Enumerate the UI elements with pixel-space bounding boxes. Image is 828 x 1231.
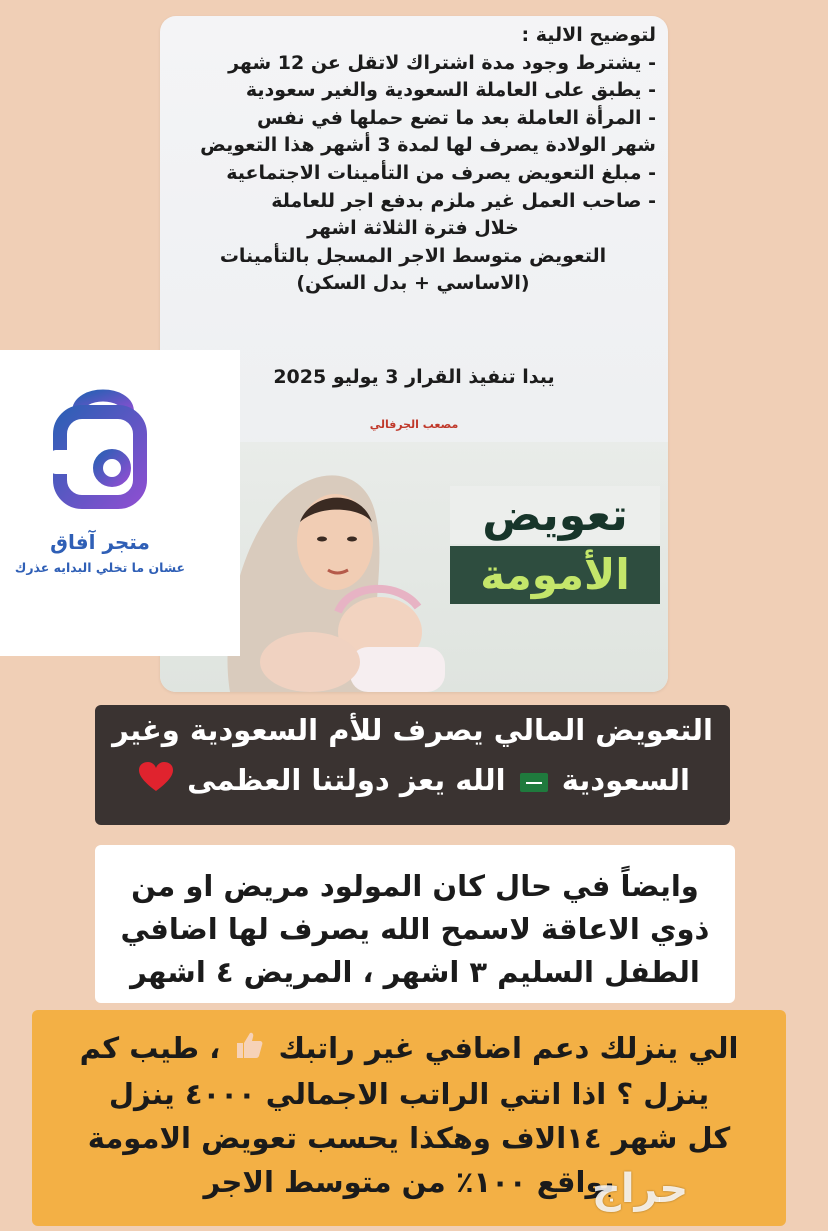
poster-line: التعويض متوسط الاجر المسجل بالتأمينات bbox=[219, 244, 607, 267]
author-name: مصعب الجرفالي bbox=[369, 418, 459, 431]
caption-line: بواقع ١٠٠٪ من متوسط الاجر bbox=[203, 1165, 615, 1199]
poster-line: لتوضيح الالية : bbox=[521, 24, 656, 46]
bag-logo-icon bbox=[0, 350, 240, 656]
poster-line: - يشترط وجود مدة اشتراك لاتقل عن 12 شهر bbox=[228, 51, 656, 74]
brand-title-line1: تعويض bbox=[450, 486, 660, 544]
caption-text: السعودية bbox=[561, 763, 690, 797]
saudi-flag-icon bbox=[520, 773, 548, 792]
poster-line: شهر الولادة يصرف لها لمدة 3 أشهر هذا التعويض bbox=[200, 134, 656, 157]
poster-line: - صاحب العمل غير ملزم بدفع اجر للعاملة bbox=[271, 189, 656, 212]
caption-dark-box bbox=[95, 705, 730, 825]
caption-white-box bbox=[95, 845, 735, 1003]
caption-line: وايضاً في حال كان المولود مريض او من bbox=[131, 869, 699, 903]
poster-line: خلال فترة الثلاثة اشهر bbox=[307, 217, 519, 240]
store-name: متجر آفاق bbox=[50, 530, 150, 554]
poster-line: - المرأة العاملة بعد ما تضع حملها في نفس bbox=[256, 106, 656, 129]
start-date-text: يبدا تنفيذ القرار 3 يوليو 2025 bbox=[273, 366, 555, 388]
thumbs-up-icon bbox=[234, 1028, 264, 1072]
caption-line: التعويض المالي يصرف للأم السعودية وغير bbox=[112, 713, 713, 747]
caption-text: الي ينزلك دعم اضافي غير راتبك bbox=[278, 1031, 739, 1065]
caption-line: الطفل السليم ٣ اشهر ، المريض ٤ اشهر bbox=[130, 955, 700, 989]
poster-line: (الاساسي + بدل السكن) bbox=[296, 272, 530, 295]
brand-title-line2: الأمومة bbox=[450, 546, 660, 604]
haraj-watermark: حراج bbox=[592, 1166, 689, 1212]
caption-line: كل شهر ١٤الاف وهكذا يحسب تعويض الامومة bbox=[87, 1121, 731, 1155]
store-slogan: عشان ما تخلي البدايه عذرك bbox=[14, 560, 186, 575]
caption-line: ذوي الاعاقة لاسمح الله يصرف لها اضافي bbox=[120, 912, 710, 946]
caption-text: الله يعز دولتنا العظمى bbox=[187, 763, 506, 797]
caption-text: ، طيب كم bbox=[79, 1031, 221, 1065]
poster-line: - مبلغ التعويض يصرف من التأمينات الاجتماعية bbox=[226, 161, 656, 184]
red-heart-icon bbox=[139, 757, 173, 807]
caption-line bbox=[32, 1026, 786, 1072]
caption-line: ينزل ؟ اذا انتي الراتب الاجمالي ٤٠٠٠ ينزل bbox=[108, 1077, 710, 1111]
poster-text bbox=[170, 22, 656, 298]
store-logo-card bbox=[0, 350, 240, 656]
poster-line: - يطبق على العاملة السعودية والغير سعودية bbox=[245, 79, 656, 102]
caption-line bbox=[95, 755, 730, 807]
brand-title bbox=[450, 486, 660, 604]
